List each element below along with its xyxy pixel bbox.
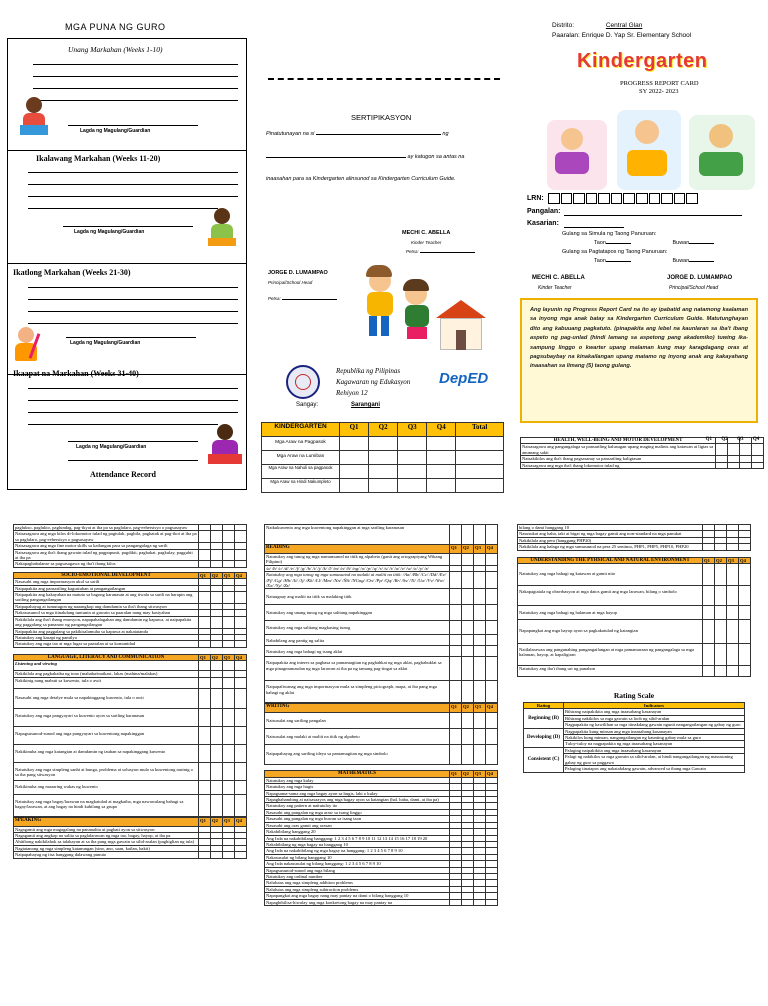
parent-message: Ang layunin ng Progress Report Card na ito ay ipabatid ang natamong kaalaman sa inyong mga anak batay sa Kindergarten Curriculum Guide. Matutunghayan dito ang kabuuang pagkatuto. (pinapakita ang lebel na kaunlaran sa iba't ibang aspeto ng pag-unlad (hindi lamang sa aspetong pang akademiko) tuwing ika- sampung linggo o kwarter upang malaman kung may karagdagang oras at pagsubaybay na kinakailangan upang matamo ng inyong anak ang kakayahang inaasahan sa limang (5) taong gulang.	[530, 307, 748, 370]
rating-beginning: Beginning (B)	[524, 709, 564, 728]
writing-title: WRITING	[265, 704, 450, 713]
health-row: Naisakikilos ang iba't ibang pagsasanay sa pansariling kaligtasan	[521, 456, 716, 462]
health-row: Naisasagawa ang mga kilos di-lokomotor tulad ng pagtulak, paghila, paghatak at pag-ikot at iba pa sa paglalaro, pag-eehersisyo o pagsasayaw	[15, 531, 197, 542]
math-row: Napagsama-sama ang mga bagay ayon sa hugis, laki o kulay	[265, 790, 450, 796]
head-role-middle: Principal/School Head	[268, 280, 313, 285]
math-row: Ang Isda nakasusulat ng bilang hanggang: 1 2 3 4 5 6 7 8 9 10	[265, 861, 450, 867]
cert-line-1: Pinatutunayan na si	[266, 131, 315, 137]
listening-subtitle: Listening and viewing	[14, 661, 199, 671]
student-figure-2	[208, 208, 236, 248]
socio-title: SOCIO-EMOTIONAL DEVELOPMENT	[14, 572, 199, 578]
socio-table: SOCIO-EMOTIONAL DEVELOPMENT Q1 Q2 Q3 Q4 Nasasabi ang mga impormasyon ukol sa sarili Naipapakita ang pansariling kagustuhan at pangangailangan Naipapakita ang kakayahan na matuto sa bagong karanasan at ang tiwala sa sarili na harapin ang sariling pangangailangan Naipapahayag at tumutugon ng naaangkop ang damdamin sa iba't ibang sitwasyon Nakasusunod sa mga itinakdang tuntunin at gawain sa paaralan nang may kasiyahan Nakikilala ang iba't ibang emosyon, napapahalagahan ang damdamin ng kapuwa, at naipapakita ang paggalang sa pananaw ng pangangailangan Naipapakita ang paggalang sa pakikisalamuha sa kapuwa at nakatatanda Natutukoy ang kasapi ng pamilya Natutukoy ang mga tao at mga lugar sa paaralan at sa komunidad	[13, 572, 247, 648]
deped-seal	[286, 365, 320, 399]
language-row: Napagsusunod-sunod ang mga pangyayari sa kuwentong napakinggan	[14, 726, 199, 744]
speaking-table: SPEAKING Q1 Q2 Q3 Q4 Nagagamit ang mga magagalang na pananalita at pagbati ayon sa sitwasyon Nagagamit ang angkop na salita sa paglalarawan ng mga tao, bagay, hayop, at iba pa Ahitibong nakikilahok sa talakayan at sa iba pang mga gawain sa silid-aralan (paghiglian ng tula) Nagtatanong ng mga simpleng katanungan (sino, ano, saan, kailan, bakit) Naipapahayag ng iisa hanggang dalawang punuto	[13, 817, 247, 859]
math-row: Nakasusulat ng bilang hanggang 10	[265, 854, 450, 860]
attendance-row-label: Mga Araw na Pagpasok	[262, 437, 340, 451]
bottom-left-panel	[13, 524, 247, 1004]
socio-row: Natutukoy ang kasapi ng pamilya	[14, 634, 199, 640]
student-figure-1	[20, 97, 48, 137]
pangalan-field[interactable]	[564, 215, 742, 216]
math-row: Natutukoy ang mga hugis	[265, 784, 450, 790]
school-year: SY 2022- 2023	[639, 88, 679, 95]
reading-row: Naipapaliwanag ang mga impormasyon mula sa simpleng pictograph, mapa, at iba pang mga bahagi ng aklat	[265, 681, 450, 703]
reading-table: Naikukuwento ang mga kuwentong napakinggan at mga sariling karanasan READING Q1 Q2 Q3 Q4 Natutukoy ang tunog ng mga namumunod na titik ng alpabeto (ganit ang ortograpiyang Wikang Filipino) /a/ /b/ /c/ /d/ /e/ /f/ /g/ /h/ /i/ /j/ /k/ /l/ /m/ /n/ /ñ/ /ng/ /o/ /p/ /q/ /r/ /s/ /t/ /u/ /v/ /w/ /x/ /y/ /z/ Natutukoy ang mga tunog ng mga sumusunod na malaki at maliit na titik: /Aa/ /Bb/ /Cc/ /Dd/ /Ee/ /Ff/ /Gg/ /Hh/ /Ii/ /Jj/ /Kk/ /Ll/ /Mm/ /Nn/ /Ññ/ /NGng/ /Oo/ /Pp/ /Qq/ /Rr/ /Ss/ /Tt/ /Uu/ /Vv/ /Ww/ /Xx/ /Yy/ /Zz/ Naiuugnay ang maliit na titik sa malaking titik Natutukoy ang unang tunog ng mga salitang napakinggan Natutukoy ang mga salitang magkasing tunog Nababilang ang pantig ng salita Natutukoy ang mga bahagi ng isang aklat Naipapakita ang interes sa pagbasa sa pamamagitan ng paghahkat ng mga aklat, pagbabuklat sa mga pinagmamasdan ng mga larawan at iba pa ng tamang pag-iingat sa aklat Naipapaliwanag ang mga impormasyon mula sa simpleng pictograph, mapa, at iba pang mga bahagi ng aklat	[264, 524, 498, 703]
writing-row: Naipapahayag ang sariling ideya sa pamamagitan ng mga simbolo	[265, 745, 450, 765]
gulang-start-label: Gulang sa Simula ng Taong Panuruan:	[562, 231, 657, 237]
math-row: Napaghahambing at naisasaayos ang mga bagay ayon sa katangian (hal. haba, dami, at iba pa)	[265, 797, 450, 803]
reading-row: Naipapakita ang interes sa pagbasa sa pamamagitan ng paghahkat ng mga aklat, pagbabuklat sa mga pinagmamasdan ng mga larawan at iba pa ng tamang pag-iingat sa aklat	[265, 657, 450, 681]
math-row: Nalulutas ang mga simpleng subtraction problems	[265, 886, 450, 892]
dashed-separator	[268, 78, 500, 80]
rating-scale-title: Rating Scale	[613, 691, 655, 701]
health-row: Nakapagbabalanse sa pagsasagawa ng iba't ibang kilos	[14, 561, 199, 567]
socio-row: Nakikilala ang iba't ibang emosyon, napapahalagahan ang damdamin ng kapuwa, at naipapakita ang paggalang sa pananaw ng pangangailangan	[14, 616, 199, 628]
head-name-middle: JORGE D. LUMAMPAO	[268, 270, 328, 276]
health-q-headers: Q1 Q2 Q3 Q4	[705, 437, 760, 442]
quarter-1-label: Unang Markahan (Weeks 1-10)	[68, 45, 163, 54]
indicators-header: Indicators	[564, 703, 745, 709]
physical-env-row: Natutukoy ang mga bahagi ng halaman at mga hayop	[518, 606, 703, 620]
language-row: Natutukoy ang mga pangyayari sa kuwento ayon sa sariling karanasan	[14, 708, 199, 726]
attendance-record-title: Attendance Record	[90, 470, 156, 479]
distrito-label: Distrito:	[552, 22, 575, 29]
language-row: Nakikinig nang mabuti sa kuwento, tula o awit	[14, 677, 199, 688]
health-row: Naisasagawa ang mga iba't ibang lokomotor tulad ng	[521, 462, 716, 468]
language-row: Nasasabi ang mga detalye mula sa napakinggang kuwento, tula o awit	[14, 688, 199, 708]
reading-row: Natutukoy ang mga salitang magkasing tunog	[265, 621, 450, 635]
attendance-row-label: Mga Araw na Hindi Nakumpleto	[262, 479, 340, 493]
health-row: Naisasagawa ang pangangalaga sa pansariling kalusugan upang maging malinis ang katawan at ligtas sa anumang sakit	[521, 444, 716, 456]
attendance-header-kinder: KINDERGARTEN	[262, 423, 340, 437]
math-row: Nakikilala ang halaga ng mga sumusunod na pera 25 sentimo, PHP1, PHP5, PHP10, PHP20	[518, 544, 703, 550]
physical-env-row: Natutukoy ang iba't ibang uri ng panahon	[518, 666, 703, 677]
teacher-comments-title: MGA PUNA NG GURO	[65, 22, 166, 32]
distrito-value: Central Glan	[605, 22, 643, 29]
student-figure-4	[208, 424, 242, 468]
speaking-title: SPEAKING	[14, 817, 199, 826]
math-row: Nasasabi ang pangalan ng mga buwan sa isang taon	[265, 816, 450, 822]
math-row: Nasasabi ang pangalan ng mga araw sa isang linggo	[265, 809, 450, 815]
indicator-list: Nagpapakita kung minsan ang mga inaasahang kasanayan Nakikilos kung minsan, nangangailangan ng kaunting gabay mula sa guro Tuloy-tuloy na nagpapakita ng mga inaasahang kasanayan	[564, 728, 745, 747]
attendance-table: KINDERGARTEN Q1 Q2 Q3 Q4 Total Mga Araw na Pagpasok Mga Araw na Lumiban Mga Araw na Nahuli sa pagpasok Mga Araw na Hindi Nakumpleto	[261, 422, 504, 493]
pangalan-label: Pangalan:	[527, 208, 561, 215]
lrn-label: LRN:	[527, 195, 544, 202]
health-row: paglukso, paglukto, paglundag, pag-ikyat at iba pa sa paglalaro, pag-eehersisyo o pagsasayaw	[14, 525, 199, 531]
speaking-row: Nagagamit ang angkop na salita sa paglalarawan ng mga tao, bagay, hayop, at iba pa	[14, 832, 199, 838]
physical-env-title: UNDERSTANDING THE PYHSICAL AND NATURAL ENVIRONMENT	[518, 557, 703, 563]
rating-header: Rating	[524, 703, 564, 709]
paaralan-value: Enrique D. Yap Sr. Elementary School	[581, 32, 692, 39]
buwan-label-1: Buwan	[672, 240, 690, 246]
writing-table: WRITING Q1 Q2 Q3 Q4 Naisusulat ang sariling pangalan Naisusulat ang malaki at maliit na titik ng alpabeto Naipapahayag ang sariling ideya sa pamamagitan ng mga simbolo	[264, 703, 498, 765]
reading-title: READING	[265, 545, 450, 554]
right-panel	[512, 0, 768, 505]
quarter-3-section	[8, 265, 246, 375]
teacher-role-middle: Kinder Teacher	[411, 240, 442, 245]
health-row: Naisasagawa ang mga fine motor skills sa kailangan para sa pangangalaga ng sarili	[14, 543, 199, 549]
language-title: LANGUAGE, LITERACY AND COMMUNICATION	[14, 654, 199, 660]
deped-logo: DepED	[439, 370, 489, 387]
language-row: Nakikinuha ang maaaring wakas ng kuwento	[14, 780, 199, 794]
math-row: Nakabibilang hanggang 20	[265, 829, 450, 835]
socio-row: Natutukoy ang mga tao at mga lugar sa paaralan at sa komunidad	[14, 641, 199, 647]
health-table-cont	[13, 524, 247, 568]
rating-scale-table	[523, 702, 745, 772]
kindergarten-logo: Kindergarten	[577, 50, 708, 72]
math-row: Ang Isda na nakabibilang hanggang: 1 2 3 4 5 6 7 8 9 10 11 12 13 14 15 16 17 18 19 20	[265, 835, 450, 841]
gulang-end-label: Gulang sa Pagtatapos ng Taong Panuruan:	[562, 249, 668, 255]
speaking-row: Naipapahayag ng iisa hanggang dalawang punuto	[14, 852, 199, 858]
physical-env-table: UNDERSTANDING THE PYHSICAL AND NATURAL ENVIRONMENT Q1 Q2 Q3 Q4 Natutukoy ang mga bahagi ng katawan at gamit nito Nakapagtatala ng obserbasyon at mga datos gamit ang mga larawan, bilang o simbolo Natutukoy ang mga bahagi ng halaman at mga hayop Napapangkat ang mga hayop ayon sa pagkakatulad ng katangian Naiilalarawan ang pangunahing pangangailangan at mga pamamaraan ng pangangalaga sa mga halaman, hayop, at kapaligiran Natutukoy ang iba't ibang uri ng panahon	[517, 557, 751, 677]
math-row: Nakikilala ang pera (hanggang PHP20)	[518, 537, 703, 543]
left-panel	[0, 0, 255, 505]
indicator-list: Bihirang naipakikita ang mga inaasahang kasanayan Bihirang nakikilos sa mga gawain sa loob ng silid-aralan Nagpapakita ng kawilihan sa mga itinakdang gawain ngunit nangangailangan ng gabay ng guro	[564, 709, 745, 728]
language-row: Nakikilala ang pagkakaiba ng tono (mahaba/maikasi, lakas (mahina/malakas)	[14, 671, 199, 677]
math-row: Natutukoy ang pattern at naitutuloy ito	[265, 803, 450, 809]
reading-row: Natutukoy ang unang tunog ng mga salitang napakinggan	[265, 605, 450, 621]
health-title: HEALTH, WELL-BEING AND MOTOR DEVELOPMENT	[521, 438, 716, 444]
taon-label-1: Taon	[594, 240, 606, 246]
reading-row: Naiuugnay ang maliit na titik sa malaking titik	[265, 589, 450, 605]
reading-row: /a/ /b/ /c/ /d/ /e/ /f/ /g/ /h/ /i/ /j/ /k/ /l/ /m/ /n/ /ñ/ /ng/ /o/ /p/ /q/ /r/ /s/ /t/ /u/ /v/ /w/ /x/ /y/ /z/	[265, 565, 450, 571]
speaking-row: Nagtatanong ng mga simpleng katanungan (sino, ano, saan, kailan, bakit)	[14, 845, 199, 851]
math-row: Nasusukat ang haba, taki at bigat ng mga bagay gamit ang non-standard na mga panukat	[518, 531, 703, 537]
teacher-name-middle: MECHI C. ABELLA	[402, 230, 451, 236]
speaking-row: Naikukuwento ang mga kuwentong napakinggan at mga sariling karanasan	[265, 525, 450, 545]
kasarian-label: Kasarian:	[527, 220, 559, 227]
rating-consistent: Consistent (C)	[524, 747, 564, 772]
bottom-right-panel	[517, 524, 751, 1004]
department-line: Kagawaran ng Edukasyon	[336, 378, 411, 386]
health-row: Naisasagawa ang iba't ibang gawain tulad ng pagpupunit, pagdikit, pagbakat, pagkulay, pagguhit at iba pa	[14, 549, 199, 561]
head-name-right: JORGE D. LUMAMPAO	[667, 275, 733, 281]
head-role-right: Principal/School Head	[669, 285, 719, 291]
quarter-4-section	[8, 369, 246, 489]
petsa-label-2: Petsa:	[268, 296, 281, 301]
math-table: MATHEMATICS Q1 Q2 Q3 Q4 Natutukoy ang mga kulay Natutukoy ang mga hugis Napagsama-sama ang mga bagay ayon sa hugis, laki o kulay Napaghahambing at naisasaayos ang mga bagay ayon sa katangian (hal. haba, dami, at iba pa) Natutukoy ang pattern at naitutuloy ito Nasasabi ang pangalan ng mga araw sa isang linggo Nasasabi ang pangalan ng mga buwan sa isang taon Nasasabi ang oras gamit ang orasan Nakabibilang hanggang 20 Ang Isda na nakabibilang hanggang: 1 2 3 4 5 6 7 8 9 10 11 12 13 14 15 16 17 18 19 20 Nakabibilang ng mga bagay na hanggang 10 Ang Isda na nakabibilang ng mga bagay na hanggang: 1 2 3 4 5 6 7 8 9 10 Nakasusulat ng bilang hanggang 10 Ang Isda nakasusulat ng bilang hanggang: 1 2 3 4 5 6 7 8 9 10 Napagsusunod-sunod ang mga bilang Natutukoy ang ordinal number Nalulutas ang mga simpleng addition problems Nalulutas ang mga simpleng subtraction problems Napapangkat ang mga bagay nang may pantay na dami o bilang hanggang 10 Napagbibilisa-hiwalay ang mga konkretong bagay na may pantay na	[264, 770, 498, 906]
republic-line: Republika ng Pilipinas	[336, 367, 401, 375]
school-building	[426, 300, 496, 355]
quarter-3-label: Ikatlong Markahan (Weeks 21-30)	[13, 268, 131, 277]
math-row: Nasasabi ang oras gamit ang orasan	[265, 822, 450, 828]
signature-label-3: Lagda ng Magulang/Guardian	[70, 340, 141, 346]
math-row: Natutukoy ang ordinal number	[265, 873, 450, 879]
middle-panel	[256, 0, 512, 505]
paaralan-label: Paaralan:	[552, 32, 580, 39]
comments-box	[7, 38, 247, 490]
math-row: Napapangkat ang mga bagay nang may pantay na dami o bilang hanggang 10	[265, 893, 450, 899]
math-row: Napagbibilisa-hiwalay ang mga konkretong bagay na may pantay na	[265, 899, 450, 905]
buwan-label-2: Buwan	[672, 258, 690, 264]
report-title: PROGRESS REPORT CARD	[620, 80, 699, 87]
math-title: MATHEMATICS	[265, 771, 450, 777]
math-table-cont	[517, 524, 751, 551]
health-table-top	[520, 437, 764, 469]
socio-row: Nasasabi ang mga impormasyon ukol sa sarili	[14, 579, 199, 585]
math-row: Ang Isda na nakabibilang ng mga bagay na hanggang: 1 2 3 4 5 6 7 8 9 10	[265, 848, 450, 854]
reading-row: Natutukoy ang mga tunog ng mga sumusunod na malaki at maliit na titik: /Aa/ /Bb/ /Cc/ /Dd/ /Ee/ /Ff/ /Gg/ /Hh/ /Ii/ /Jj/ /Kk/ /Ll/ /Mm/ /Nn/ /Ññ/ /NGng/ /Oo/ /Pp/ /Qq/ /Rr/ /Ss/ /Tt/ /Uu/ /Vv/ /Ww/ /Xx/ /Yy/ /Zz/	[265, 572, 450, 589]
socio-row: Naipapahayag at tumutugon ng naaangkop ang damdamin sa iba't ibang sitwasyon	[14, 603, 199, 609]
language-row: Natutukoy ang mga bagay/larawan na magkatulad at magkaiba, mga nawawalang bahagi sa bagay/larawan, at ang bagay na hindi kabilang sa grupo	[14, 794, 199, 816]
region-line: Rehiyon 12	[336, 389, 368, 397]
math-row: Natutukoy ang mga kulay	[265, 777, 450, 783]
math-row: Nalulutas ang mga simpleng addition problems	[265, 880, 450, 886]
rating-developing: Developing (D)	[524, 728, 564, 747]
reading-row: Nababilang ang pantig ng salita	[265, 635, 450, 646]
math-row: Napagsusunod-sunod ang mga bilang	[265, 867, 450, 873]
teacher-name-right: MECHI C. ABELLA	[532, 275, 585, 281]
taon-label-2: Taon	[594, 258, 606, 264]
speaking-row: Ahitibong nakikilahok sa talakayan at sa iba pang mga gawain sa silid-aralan (paghiglian ng tula)	[14, 839, 199, 845]
writing-row: Naisusulat ang malaki at maliit na titik ng alpabeto	[265, 729, 450, 745]
math-row: bilang o dami hanggang 10	[518, 525, 703, 531]
language-table: LANGUAGE, LITERACY AND COMMUNICATION Q1 Q2 Q3 Q4 Listening and viewing Nakikilala ang pagkakaiba ng tono (mahaba/maikasi, lakas (mahina/malakas) Nakikinig nang mabuti sa kuwento, tula o awit Nasasabi ang mga detalye mula sa napakinggang kuwento, tula o awit Natutukoy ang mga pangyayari sa kuwento ayon sa sariling karanasan Napagsusunod-sunod ang mga pangyayari sa kuwentong napakinggan Nakikinuha ang mga katangian at damdamin ng tauhan sa napakinggang kuwento Natutukoy ang mga simpleng sanhi at bunga, problema at solusyon mula sa kuwentong narinig o sa iba pang sitwasyon Nakikinuha ang maaaring wakas ng kuwento Natutukoy ang mga bagay/larawan na magkatulad at magkaiba, mga nawawalang bahagi sa bagay/larawan, at ang bagay na hindi kabilang sa grupo	[13, 654, 247, 817]
physical-env-row: Napapangkat ang mga hayop ayon sa pagkakatulad ng katangian	[518, 620, 703, 644]
language-row: Nakikinuha ang mga katangian at damdamin ng tauhan sa napakinggang kuwento	[14, 744, 199, 762]
quarter-2-label: Ikalawang Markahan (Weeks 11-20)	[36, 154, 161, 163]
bottom-middle-panel	[264, 524, 498, 1004]
socio-row: Naipapakita ang paggalang sa pakikisalamuha sa kapuwa at nakatatanda	[14, 628, 199, 634]
cert-line-1-end: ng	[442, 131, 449, 137]
kasarian-field[interactable]	[564, 227, 624, 228]
reading-row: Natutukoy ang tunog ng mga namumunod na titik ng alpabeto (ganit ang ortograpiyang Wikang Filipino)	[265, 554, 450, 566]
student-figure-3	[11, 327, 41, 365]
socio-row: Nakasusunod sa mga itinakdang tuntunin at gawain sa paaralan nang may kasiyahan	[14, 610, 199, 616]
signature-label-2: Lagda ng Magulang/Guardian	[74, 229, 145, 235]
quarter-1-section	[8, 39, 246, 151]
cert-line-2: ay katugon sa antas na	[407, 154, 465, 160]
cert-line-3: inaasahan para sa Kindergarten alinsunod sa Kindergarten Curriculum Guide.	[266, 176, 456, 182]
indicator-list: Palaging naipakikita ang mga inaasahang kasanayan Palagi ng nakikilos sa mga gawain sa silid-aralan, at hindi nangangailangan ng masusuning gabay ng guro sa paggawa Palaging tinatapos ang nakatakdang gawain, advanced sa ibang mga Gawain	[564, 747, 745, 772]
attendance-row-label: Mga Araw na Lumiban	[262, 451, 340, 465]
physical-env-row: Nakapagtatala ng obserbasyon at mga datos gamit ang mga larawan, bilang o simbolo	[518, 586, 703, 606]
petsa-label-1: Petsa:	[406, 249, 419, 254]
reading-row: Natutukoy ang mga bahagi ng isang aklat	[265, 646, 450, 657]
quarter-4-label: Ikaapat na Markahan (Weeks 31-40)	[13, 369, 139, 378]
socio-row: Naipapakita ang pansariling kagustuhan at pangangailangan	[14, 585, 199, 591]
sangay-value: Sarangani	[351, 402, 381, 408]
sangay-label: Sangay:	[296, 402, 319, 408]
signature-label-4: Lagda ng Magulang/Guardian	[76, 444, 147, 450]
attendance-row-label: Mga Araw na Nahuli sa pagpasok	[262, 465, 340, 479]
lrn-boxes[interactable]	[548, 193, 698, 204]
quarter-2-section	[8, 152, 246, 264]
reading-kids-illustration	[547, 100, 757, 195]
certification-title: SERTIPIKASYON	[351, 113, 412, 122]
signature-label-1: Lagda ng Magulang/Guardian	[80, 128, 151, 134]
physical-env-row: Naiilalarawan ang pangunahing pangangailangan at mga pamamaraan ng pangangalaga sa mga halaman, hayop, at kapaligiran	[518, 644, 703, 666]
physical-env-row: Natutukoy ang mga bahagi ng katawan at gamit nito	[518, 564, 703, 586]
socio-row: Naipapakita ang kakayahan na matuto sa bagong karanasan at ang tiwala sa sarili na harapin ang sariling pangangailangan	[14, 592, 199, 604]
message-box	[520, 298, 758, 423]
teacher-role-right: Kinder Teacher	[538, 285, 572, 291]
speaking-row: Nagagamit ang mga magagalang na pananalita at pagbati ayon sa sitwasyon	[14, 826, 199, 832]
math-row: Nakabibilang ng mga bagay na hanggang 10	[265, 841, 450, 847]
writing-row: Naisusulat ang sariling pangalan	[265, 713, 450, 729]
language-row: Natutukoy ang mga simpleng sanhi at bunga, problema at solusyon mula sa kuwentong narinig o sa iba pang sitwasyon	[14, 762, 199, 780]
